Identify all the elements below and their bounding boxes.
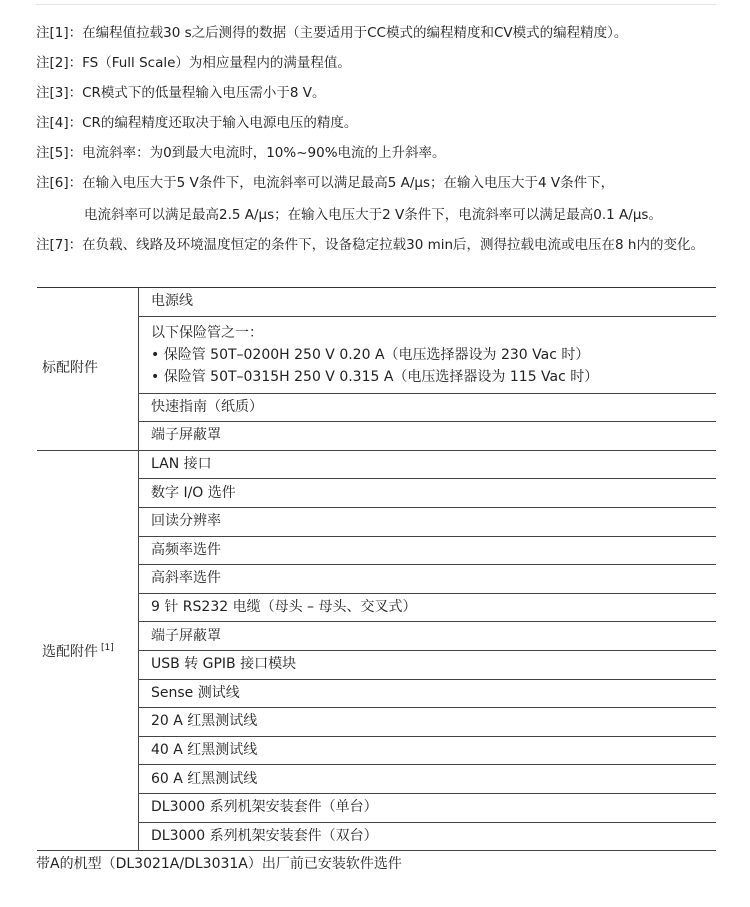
- note-text: CR的编程精度还取决于输入电源电压的精度。: [82, 115, 358, 131]
- standard-accessories-label: 标配附件: [37, 288, 139, 451]
- note-tag: 注[5]：: [36, 145, 83, 161]
- top-divider: [36, 4, 716, 5]
- table-row: [37, 679, 716, 708]
- note-1: [36, 22, 741, 52]
- table-cell: 数字 I/O 选件: [139, 479, 717, 508]
- table-cell: 快速指南（纸质）: [139, 393, 717, 422]
- table-row: [37, 450, 716, 479]
- note-text: FS（Full Scale）为相应量程内的满量程值。: [82, 55, 351, 71]
- note-tag: 注[3]：: [36, 85, 83, 101]
- note-tag: 注[4]：: [36, 115, 83, 131]
- note-text: 在编程值拉载30 s之后测得的数据（主要适用于CC模式的编程精度和CV模式的编程精度）。: [82, 25, 628, 41]
- note-tag: 注[1]：: [36, 25, 83, 41]
- table-row: [37, 793, 716, 822]
- table-cell: USB 转 GPIB 接口模块: [139, 650, 717, 679]
- table-cell: 端子屏蔽罩: [139, 622, 717, 651]
- table-cell: 60 A 红黑测试线: [139, 765, 717, 794]
- table-cell: 20 A 红黑测试线: [139, 708, 717, 737]
- table-cell: Sense 测试线: [139, 679, 717, 708]
- note-text: 在负载、线路及环境温度恒定的条件下，设备稳定拉载30 min后，测得拉载电流或电压在8 h内的变化。: [82, 237, 704, 253]
- note-tag: 注[6]：: [36, 175, 83, 191]
- table-cell: LAN 接口: [139, 450, 717, 479]
- table-cell: 回读分辨率: [139, 507, 717, 536]
- table-cell: 9 针 RS232 电缆（母头 – 母头、交叉式）: [139, 593, 717, 622]
- table-cell: DL3000 系列机架安装套件（单台）: [139, 793, 717, 822]
- note-text: 电流斜率：为0到最大电流时，10%~90%电流的上升斜率。: [82, 145, 446, 161]
- table-row: [37, 393, 716, 422]
- table-row: [37, 765, 716, 794]
- notes-section: [36, 22, 741, 264]
- note-2: [36, 52, 741, 82]
- table-row: [37, 288, 716, 317]
- fuse-heading: 以下保险管之一：: [151, 324, 263, 341]
- footer-note: 带A的机型（DL3021A/DL3031A）出厂前已安装软件选件: [36, 856, 402, 872]
- table-row: [37, 479, 716, 508]
- note-text: 在输入电压大于5 V条件下，电流斜率可以满足最高5 A/μs；在输入电压大于4 V条件下，: [82, 175, 615, 191]
- table-row: [37, 422, 716, 451]
- note-5: [36, 142, 741, 172]
- note-4: [36, 112, 741, 142]
- fuse-option: • 保险管 50T–0315H 250 V 0.315 A（电压选择器设为 115 Vac 时）: [151, 368, 599, 385]
- note-tag: 注[2]：: [36, 55, 83, 71]
- fuse-cell: [139, 316, 717, 393]
- fuse-option: • 保险管 50T–0200H 250 V 0.20 A（电压选择器设为 230 Vac 时）: [151, 346, 590, 363]
- optional-label-text: 选配附件: [42, 643, 98, 660]
- table-row: [37, 708, 716, 737]
- note-text: CR模式下的低量程输入电压需小于8 V。: [82, 85, 326, 101]
- table-row: [37, 565, 716, 594]
- table-cell: 40 A 红黑测试线: [139, 736, 717, 765]
- table-cell: DL3000 系列机架安装套件（双台）: [139, 822, 717, 851]
- footnote-ref: [1]: [101, 642, 114, 653]
- table-row: [37, 736, 716, 765]
- table-row: [37, 650, 716, 679]
- note-7: [36, 234, 741, 264]
- table-row: [37, 536, 716, 565]
- note-3: [36, 82, 741, 112]
- table-row: [37, 593, 716, 622]
- table-cell: 端子屏蔽罩: [139, 422, 717, 451]
- table-row: [37, 507, 716, 536]
- accessories-table: [37, 287, 716, 851]
- table-row: [37, 622, 716, 651]
- note-continuation: 电流斜率可以满足最高2.5 A/μs；在输入电压大于2 V条件下，电流斜率可以满足最高0.1 A/μs。: [84, 207, 662, 223]
- table-row: [37, 316, 716, 393]
- note-tag: 注[7]：: [36, 237, 83, 253]
- table-cell: 电源线: [139, 288, 717, 317]
- note-6: [36, 172, 741, 226]
- table-cell: 高斜率选件: [139, 565, 717, 594]
- table-cell: 高频率选件: [139, 536, 717, 565]
- optional-accessories-label: [37, 450, 139, 850]
- table-row: [37, 822, 716, 851]
